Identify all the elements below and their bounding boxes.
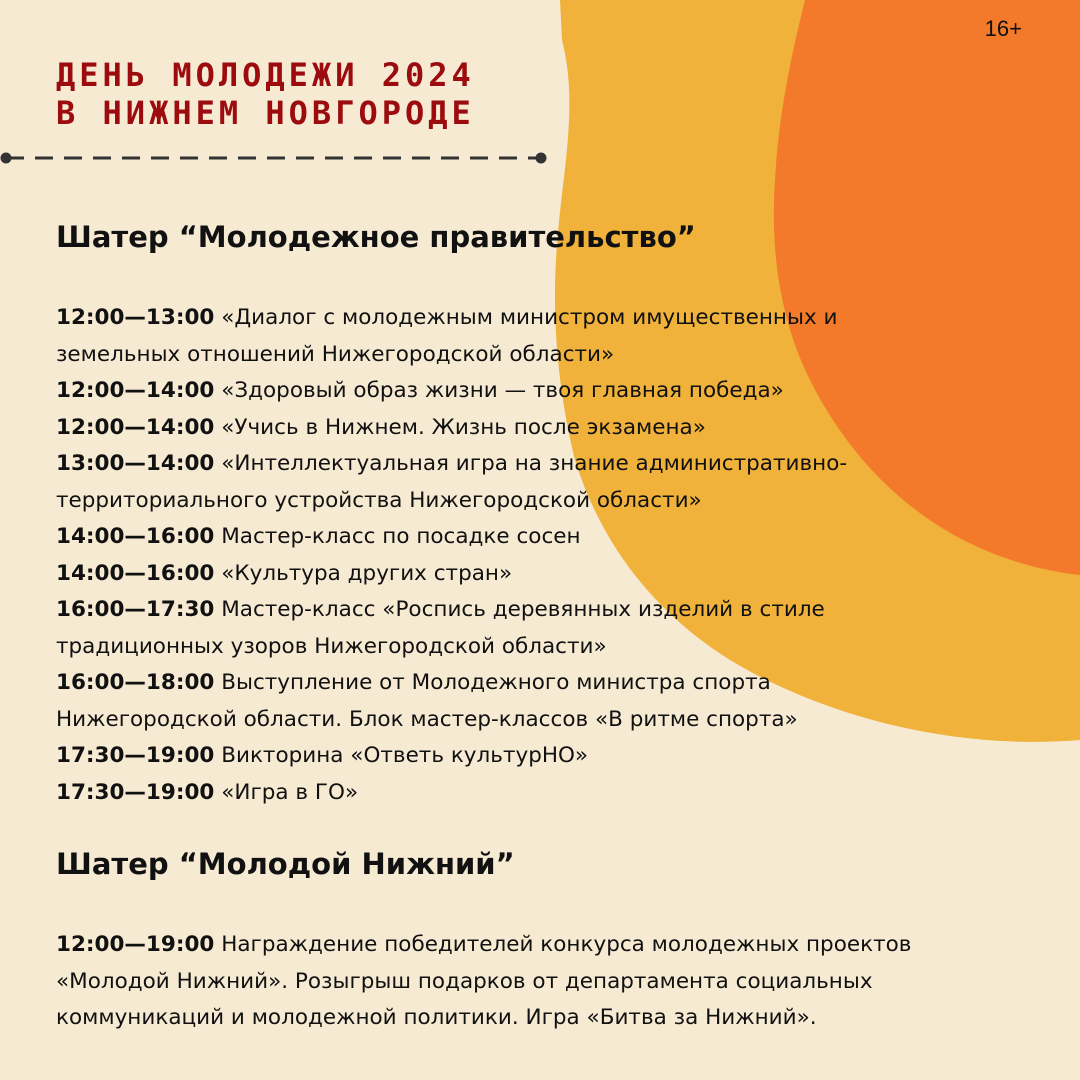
event-time: 16:00—18:00 [56, 670, 215, 695]
event-text: «Учись в Нижнем. Жизнь после экзамена» [221, 414, 706, 440]
event-time: 14:00—16:00 [56, 560, 215, 586]
schedule-list [56, 927, 1046, 1037]
event-time: 12:00—19:00 [56, 932, 215, 957]
schedule-content [56, 214, 1046, 1037]
event-row [56, 410, 1046, 447]
event-row [56, 738, 1046, 775]
event-text: Мастер-класс «Роспись деревянных изделий в стиле традиционных узоров Нижегородской области» [56, 597, 825, 659]
event-text: «Здоровый образ жизни — твоя главная победа» [221, 378, 784, 403]
schedule-list [56, 300, 1046, 811]
page-title [56, 56, 475, 132]
dashed-divider [0, 150, 560, 170]
event-text: «Культура других стран» [221, 560, 513, 586]
event-time: 13:00—14:00 [56, 451, 215, 476]
title-line-1: ДЕНЬ МОЛОДЕЖИ 2024 [56, 56, 475, 94]
divider-dot-right [536, 153, 547, 164]
event-text: Выступление от Молодежного министра спорта Нижегородской области. Блок мастер-классов «В ритме спорта» [56, 670, 798, 732]
event-text: «Интеллектуальная игра на знание административно- территориального устройства Нижегородской области» [56, 451, 848, 513]
event-row [56, 775, 1046, 812]
event-row [56, 373, 1046, 410]
event-text: «Игра в ГО» [221, 779, 359, 805]
event-time: 14:00—16:00 [56, 524, 215, 549]
tent-title: Шатер “Молодежное правительство” [56, 220, 696, 254]
event-time: 12:00—14:00 [56, 414, 215, 440]
event-text: Награждение победителей конкурса молодежных проектов «Молодой Нижний». Розыгрыш подарков от департамента социальных коммуникаций и молодежной политики. Игра «Битва за Нижний». [56, 932, 912, 1030]
event-row [56, 519, 1046, 556]
event-row [56, 446, 1046, 519]
event-row [56, 665, 1046, 738]
event-time: 12:00—13:00 [56, 305, 215, 330]
event-text: «Диалог с молодежным министром имущественных и земельных отношений Нижегородской области» [56, 305, 838, 367]
tent-title: Шатер “Молодой Нижний” [56, 847, 515, 881]
event-time: 17:30—19:00 [56, 779, 215, 805]
event-row [56, 927, 1046, 1037]
event-row [56, 300, 1046, 373]
event-row [56, 592, 1046, 665]
event-time: 17:30—19:00 [56, 743, 215, 768]
divider-dot-left [1, 153, 12, 164]
event-time: 12:00—14:00 [56, 378, 215, 403]
age-rating: 16+ [984, 16, 1022, 41]
event-text: Мастер-класс по посадке сосен [221, 524, 581, 549]
event-time: 16:00—17:30 [56, 597, 215, 622]
title-line-2: В НИЖНЕМ НОВГОРОДЕ [56, 94, 475, 132]
event-text: Викторина «Ответь культурНО» [221, 743, 589, 768]
event-row [56, 556, 1046, 593]
